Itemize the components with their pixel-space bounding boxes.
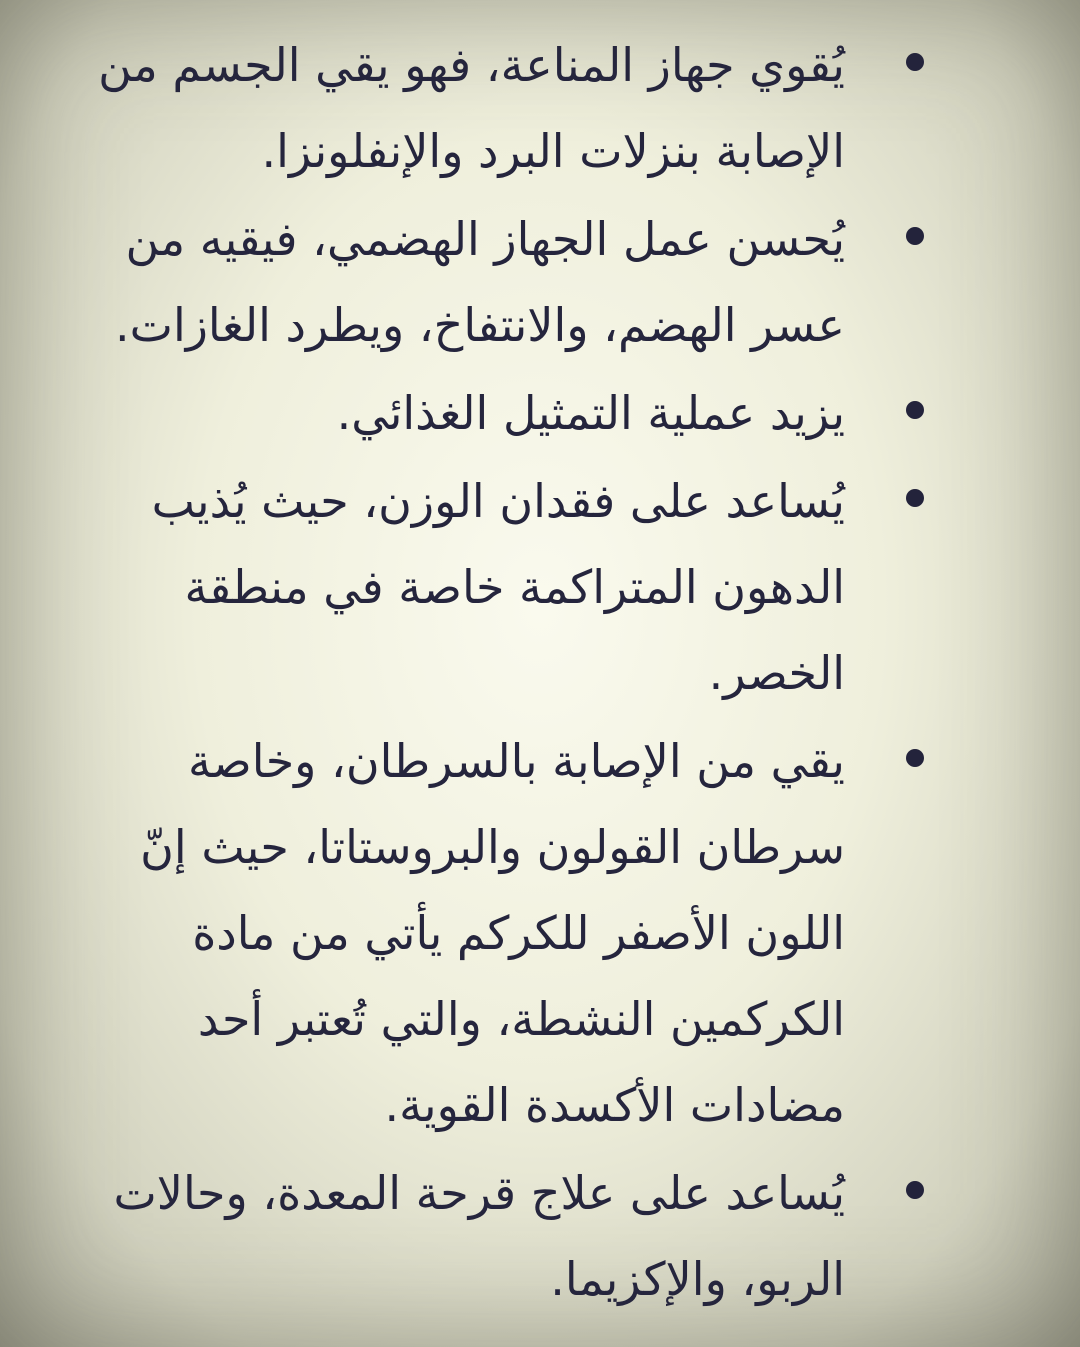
list-item — [60, 718, 1020, 1148]
list-item — [60, 370, 1020, 456]
list-item-text: يُساعد على فقدان الوزن، حيث يُذيب الدهون المتراكمة خاصة في منطقة الخصر. — [151, 474, 845, 700]
list-item-text: يُقوي جهاز المناعة، فهو يقي الجسم من الإصابة بنزلات البرد والإنفلونزا. — [98, 38, 845, 178]
list-item-text: يقي من الإصابة بالسرطان، وخاصة سرطان القولون والبروستاتا، حيث إنّ اللون الأصفر للكركم يأتي من مادة الكركمين النشطة، والتي تُعتبر أحد مضادات الأكسدة القوية. — [140, 734, 845, 1132]
list-item-text: يُساعد على علاج قرحة المعدة، وحالات الربو، والإكزيما. — [113, 1166, 845, 1306]
bullet-icon — [906, 749, 924, 767]
bullet-icon — [906, 1181, 924, 1199]
bullet-icon — [906, 401, 924, 419]
list-item — [60, 458, 1020, 716]
list-item-text: يُحسن عمل الجهاز الهضمي، فيقيه من عسر الهضم، والانتفاخ، ويطرد الغازات. — [115, 212, 845, 352]
bullet-icon — [906, 53, 924, 71]
bullet-icon — [906, 489, 924, 507]
benefits-list — [60, 22, 1020, 1322]
bullet-icon — [906, 227, 924, 245]
benefits-document — [60, 22, 1020, 1324]
list-item-text: يزيد عملية التمثيل الغذائي. — [336, 386, 845, 440]
list-item — [60, 196, 1020, 368]
list-item — [60, 22, 1020, 194]
list-item — [60, 1150, 1020, 1322]
